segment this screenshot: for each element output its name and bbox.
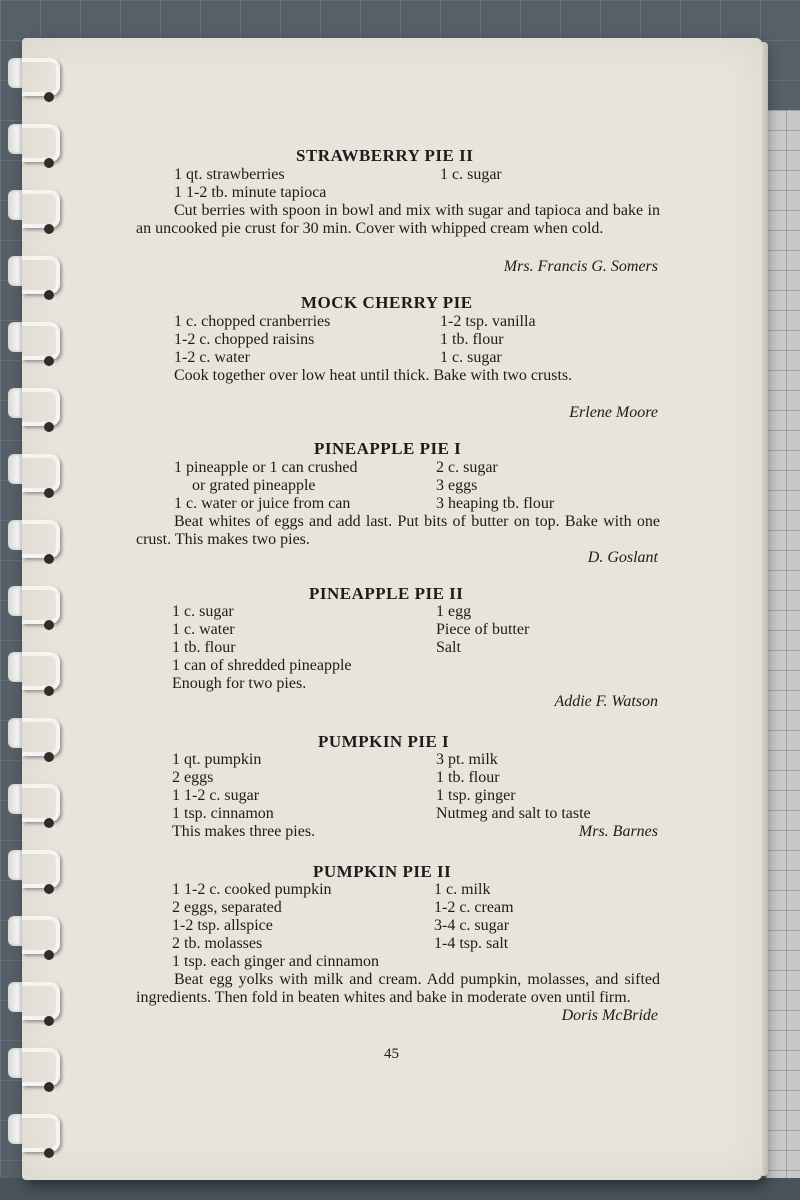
recipe-author: Mrs. Francis G. Somers bbox=[503, 258, 658, 275]
recipe-directions: Cook together over low heat until thick. Bake with two crusts. bbox=[174, 367, 573, 384]
ingredient: 1 qt. pumpkin bbox=[172, 751, 262, 768]
ingredient: Piece of butter bbox=[436, 621, 530, 638]
ingredient: 1 can of shredded pineapple bbox=[172, 657, 352, 674]
ingredient: 1 pineapple or 1 can crushed bbox=[174, 459, 358, 476]
ingredient: 1 c. sugar bbox=[440, 166, 502, 183]
recipe-directions: Beat egg yolks with milk and cream. Add pumpkin, molasses, and sifted ingredients. Then fold in beaten whites and bake in moderate oven until firm. bbox=[136, 971, 660, 1006]
recipe-author: Doris McBride bbox=[561, 1007, 658, 1024]
ingredient: 1 tb. flour bbox=[440, 331, 504, 348]
ingredient: 1 tsp. each ginger and cinnamon bbox=[172, 953, 380, 970]
ingredient: 1 tb. flour bbox=[172, 639, 236, 656]
recipe-author: Mrs. Barnes bbox=[578, 823, 658, 840]
page-number: 45 bbox=[384, 1046, 399, 1062]
recipe-note: Enough for two pies. bbox=[172, 675, 307, 692]
ingredient: 1 1-2 c. sugar bbox=[172, 787, 260, 804]
ingredient: 1 c. milk bbox=[434, 881, 491, 898]
ingredient: 2 eggs bbox=[172, 769, 214, 786]
ingredient: Nutmeg and salt to taste bbox=[436, 805, 591, 822]
ingredient: 1 c. water bbox=[172, 621, 235, 638]
ingredient: 1 qt. strawberries bbox=[174, 166, 285, 183]
ingredient: 1 1-2 tb. minute tapioca bbox=[174, 184, 327, 201]
ingredient: 2 c. sugar bbox=[436, 459, 498, 476]
ingredient: 2 eggs, separated bbox=[172, 899, 282, 916]
ingredient: or grated pineapple bbox=[192, 477, 316, 494]
ingredient: 1-2 c. water bbox=[174, 349, 250, 366]
recipe-title: STRAWBERRY PIE II bbox=[296, 146, 474, 165]
ingredient: 1 tsp. ginger bbox=[436, 787, 516, 804]
ingredient: 3-4 c. sugar bbox=[434, 917, 510, 934]
ingredient: Salt bbox=[436, 639, 461, 656]
recipe-directions: Cut berries with spoon in bowl and mix with sugar and tapioca and bake in an uncooked pie crust for 30 min. Cover with whipped cream when cold. bbox=[136, 202, 660, 237]
ingredient: 2 tb. molasses bbox=[172, 935, 263, 952]
ingredient: 1 tsp. cinnamon bbox=[172, 805, 274, 822]
recipe-author: Addie F. Watson bbox=[554, 693, 658, 710]
ingredient: 1-2 tsp. vanilla bbox=[440, 313, 536, 330]
ingredient: 1 1-2 c. cooked pumpkin bbox=[172, 881, 332, 898]
ingredient: 1-2 c. cream bbox=[434, 899, 514, 916]
ingredient: 1-4 tsp. salt bbox=[434, 935, 509, 952]
recipe-title: PINEAPPLE PIE II bbox=[309, 584, 464, 603]
recipe-title: PINEAPPLE PIE I bbox=[314, 439, 462, 458]
ingredient: 1-2 c. chopped raisins bbox=[174, 331, 315, 348]
recipe-author: Erlene Moore bbox=[569, 404, 658, 421]
recipe-directions: Beat whites of eggs and add last. Put bits of butter on top. Bake with one crust. This makes two pies. bbox=[136, 513, 660, 548]
ingredient: 1 c. sugar bbox=[172, 603, 234, 620]
recipe-title: PUMPKIN PIE II bbox=[313, 862, 452, 881]
ingredient: 1 c. water or juice from can bbox=[174, 495, 351, 512]
ingredient: 1 tb. flour bbox=[436, 769, 500, 786]
ingredient: 3 heaping tb. flour bbox=[436, 495, 555, 512]
ingredient: 1 c. sugar bbox=[440, 349, 502, 366]
ingredient: 1-2 tsp. allspice bbox=[172, 917, 273, 934]
recipe-author: D. Goslant bbox=[587, 549, 658, 566]
ingredient: 1 egg bbox=[436, 603, 472, 620]
ingredient: 3 eggs bbox=[436, 477, 478, 494]
ingredient: 3 pt. milk bbox=[436, 751, 498, 768]
recipe-title: MOCK CHERRY PIE bbox=[301, 293, 473, 312]
recipe-title: PUMPKIN PIE I bbox=[318, 732, 450, 751]
ingredient: 1 c. chopped cranberries bbox=[174, 313, 331, 330]
recipe-note: This makes three pies. bbox=[172, 823, 316, 840]
